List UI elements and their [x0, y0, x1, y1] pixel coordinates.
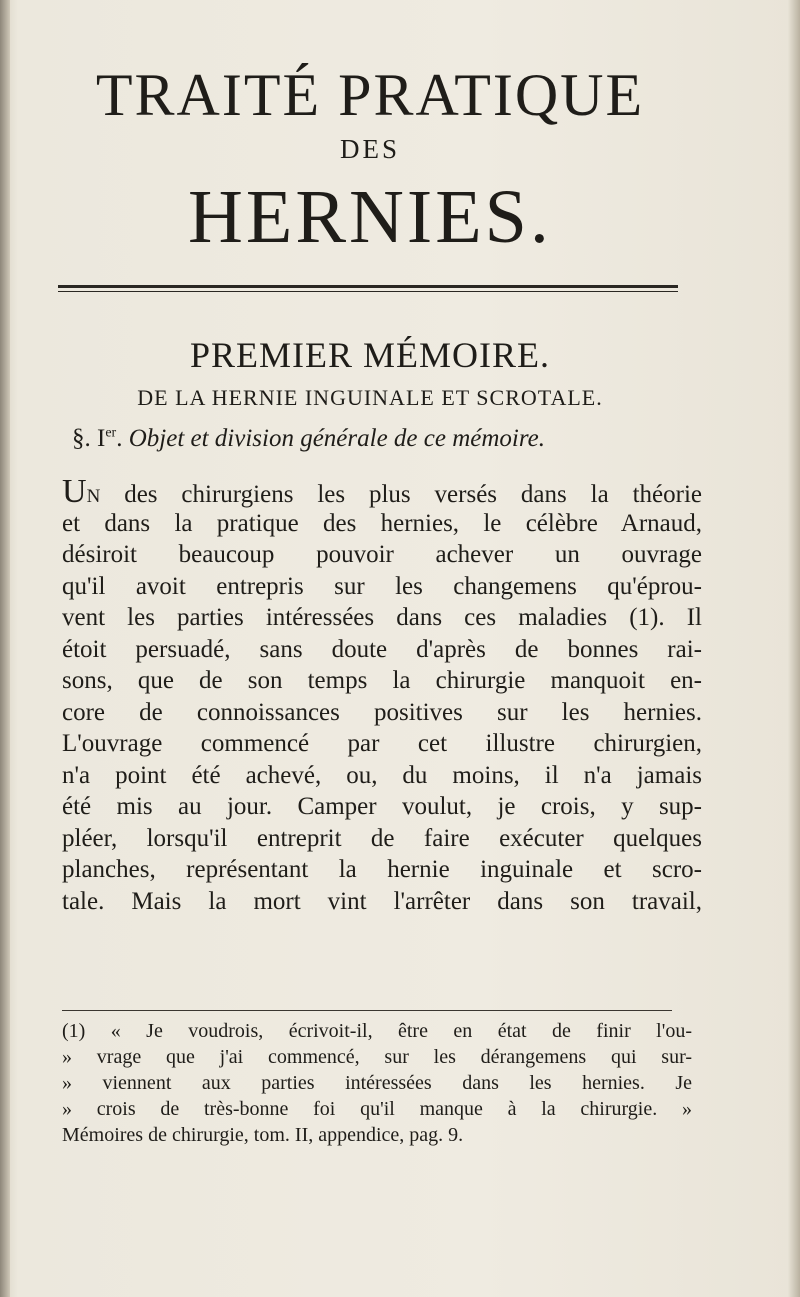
body-line: et dans la pratique des hernies, le célèbre Arnaud,: [62, 509, 702, 537]
body-line: [62, 473, 702, 510]
small-cap: N: [86, 486, 101, 507]
body-line: L'ouvrage commencé par cet illustre chirurgien,: [62, 730, 702, 757]
body-line: vent les parties intéressées dans ces maladies (1). Il: [62, 604, 702, 631]
section-title: Objet et division générale de ce mémoire.: [128, 425, 546, 452]
footnote-line: » crois de très-bonne foi qu'il manque à la chirurgie. »: [62, 1098, 692, 1120]
body-line: planches, représentant la hernie inguinale et scro-: [62, 856, 702, 883]
footnote-line: » vrage que j'ai commencé, sur les dérangemens qui sur-: [62, 1046, 692, 1068]
section-mark-suffix: .: [116, 425, 129, 452]
section-heading: [72, 425, 712, 453]
memoire-heading: PREMIER MÉMOIRE.: [189, 335, 551, 375]
body-line: sons, que de son temps la chirurgie manquoit en-: [62, 667, 702, 694]
body-line: étoit persuadé, sans doute d'après de bonnes rai-: [62, 635, 702, 663]
drop-cap: U: [62, 473, 87, 510]
body-line: qu'il avoit entrepris sur les changemens qu'éprou-: [62, 572, 702, 600]
body-paragraph: [62, 473, 702, 917]
footnote-line: » viennent aux parties intéressées dans les hernies. Je: [62, 1072, 692, 1094]
body-line: n'a point été achevé, ou, du moins, il n'a jamais: [62, 761, 702, 789]
title-line-2: DES: [339, 134, 400, 164]
section-mark: §. I: [72, 425, 106, 452]
footnote-line: (1) « Je voudrois, écrivoit-il, être en état de finir l'ou-: [62, 1020, 692, 1042]
body-line: tale. Mais la mort vint l'arrêter dans son travail,: [62, 887, 702, 915]
body-line: core de connoissances positives sur les hernies.: [62, 698, 702, 726]
memoire-subtitle: DE LA HERNIE INGUINALE ET SCROTALE.: [137, 385, 603, 410]
footnote-line: Mémoires de chirurgie, tom. II, appendice, pag. 9.: [62, 1124, 464, 1146]
section-mark-sup: er: [105, 425, 117, 441]
footnote-rule: [62, 1010, 672, 1011]
body-line: été mis au jour. Camper voulut, je crois, y sup-: [62, 793, 702, 820]
body-line: désiroit beaucoup pouvoir achever un ouvrage: [62, 541, 702, 568]
page-spine-shadow: [0, 0, 10, 1297]
title-rule-thick: [58, 285, 678, 288]
footnote: [62, 1018, 692, 1148]
title-line-1: TRAITÉ PRATIQUE: [95, 62, 645, 128]
title-rule-thin: [58, 291, 678, 292]
title-line-3: HERNIES.: [188, 175, 552, 259]
page-edge-right: [788, 0, 800, 1297]
body-line-text: des chirurgiens les plus versés dans la théorie: [100, 481, 702, 508]
body-line: pléer, lorsqu'il entreprit de faire exécuter quelques: [62, 824, 702, 852]
